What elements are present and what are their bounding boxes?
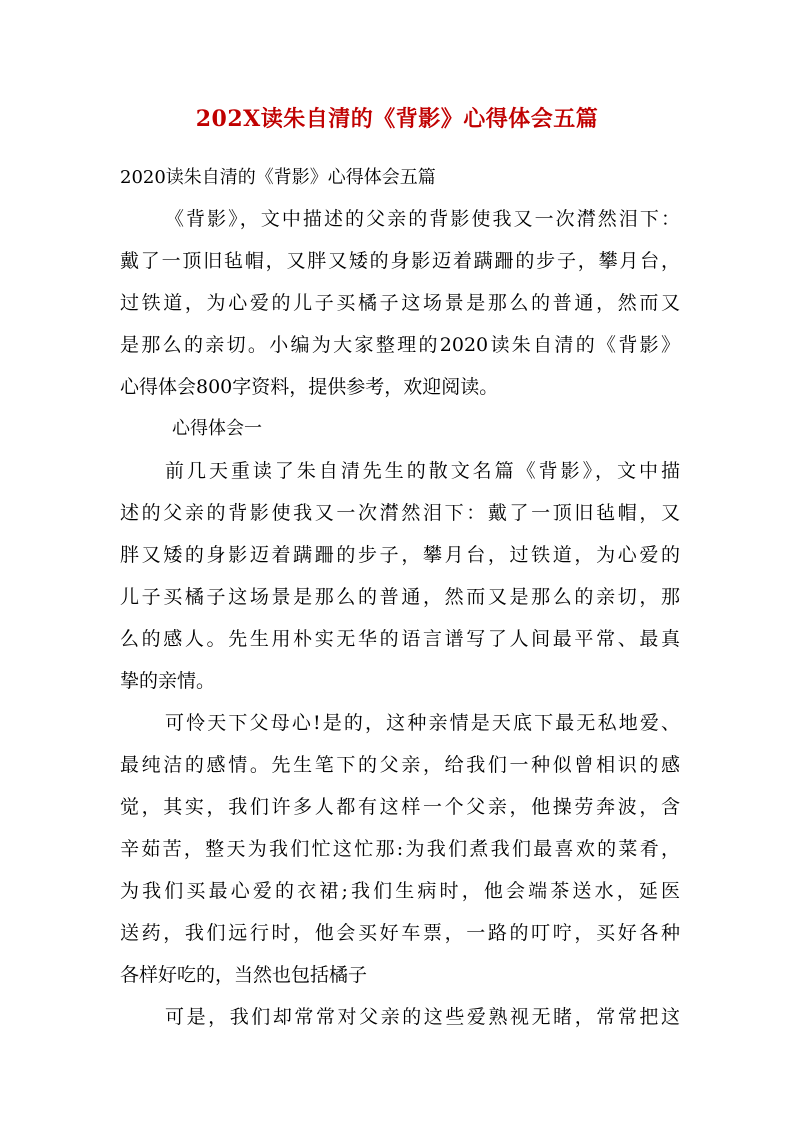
intro-line: 戴了一顶旧毡帽，又胖又矮的身影迈着蹒跚的步子，攀月台， <box>120 250 680 272</box>
paragraph-line: 儿子买橘子这场景是那么的普通，然而又是那么的亲切，那 <box>120 586 680 608</box>
paragraph-line: 可怜天下父母心!是的，这种亲情是天底下最无私地爱、 <box>165 712 680 734</box>
paragraph-line: 挚的亲情。 <box>120 670 216 692</box>
paragraph-line: 胖又矮的身影迈着蹒跚的步子，攀月台，过铁道，为心爱的 <box>120 544 680 566</box>
paragraph-line: 各样好吃的，当然也包括橘子 <box>120 964 368 986</box>
paragraph-line: 为我们买最心爱的衣裙;我们生病时，他会端茶送水，延医 <box>120 880 680 902</box>
section-heading: 心得体会一 <box>172 418 262 439</box>
intro-line: 《背影》，文中描述的父亲的背影使我又一次潸然泪下： <box>165 208 680 230</box>
paragraph-line: 最纯洁的感情。先生笔下的父亲，给我们一种似曾相识的感 <box>120 754 680 776</box>
intro-line: 是那么的亲切。小编为大家整理的2020读朱自清的《背影》 <box>120 334 680 356</box>
paragraph-line: 可是，我们却常常对父亲的这些爱熟视无睹，常常把这 <box>165 1006 680 1028</box>
paragraph-line: 觉，其实，我们许多人都有这样一个父亲，他操劳奔波，含 <box>120 796 680 818</box>
paragraph-line: 辛茹苦，整天为我们忙这忙那:为我们煮我们最喜欢的菜肴， <box>120 838 680 860</box>
paragraph-line: 述的父亲的背影使我又一次潸然泪下：戴了一顶旧毡帽，又 <box>120 502 680 524</box>
intro-line: 心得体会800字资料，提供参考，欢迎阅读。 <box>120 376 499 398</box>
paragraph-line: 前几天重读了朱自清先生的散文名篇《背影》，文中描 <box>165 460 680 482</box>
document-subtitle: 2020读朱自清的《背影》心得体会五篇 <box>120 167 436 188</box>
document-title: 202X读朱自清的《背影》心得体会五篇 <box>195 106 599 132</box>
intro-line: 过铁道，为心爱的儿子买橘子这场景是那么的普通，然而又 <box>120 292 680 314</box>
paragraph-line: 送药，我们远行时，他会买好车票，一路的叮咛，买好各种 <box>120 922 680 944</box>
paragraph-line: 么的感人。先生用朴实无华的语言谱写了人间最平常、最真 <box>120 628 680 650</box>
